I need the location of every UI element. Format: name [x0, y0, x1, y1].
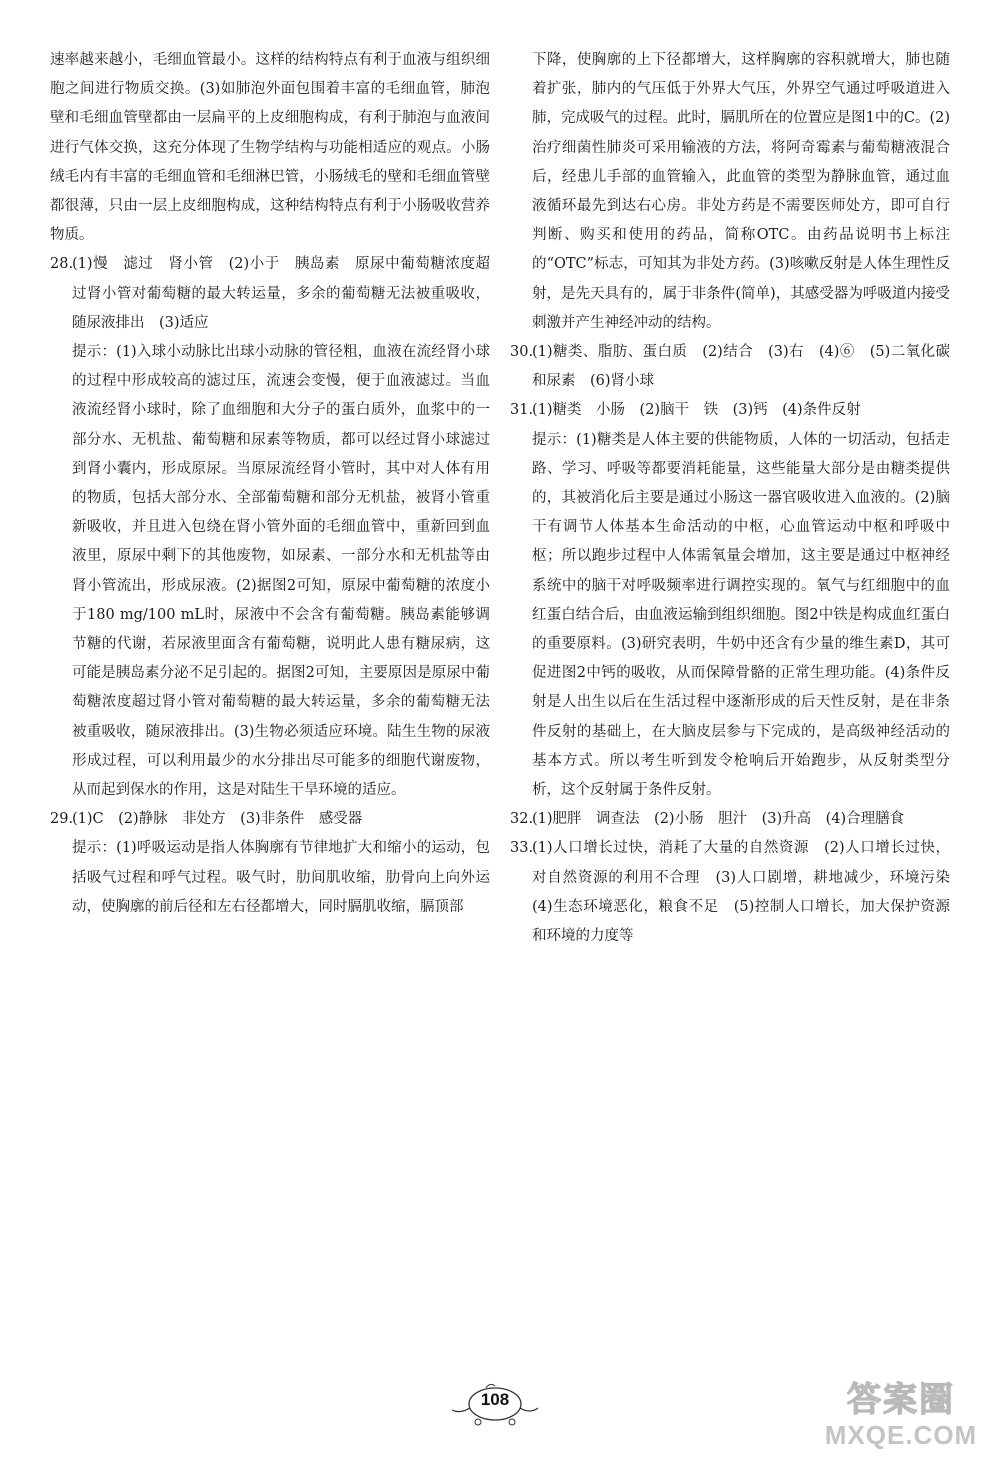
page-footer — [440, 1378, 560, 1438]
hint-28: 提示：(1)入球小动脉比出球小动脉的管径粗，血液在流经肾小球的过程中形成较高的滤过压，流速会变慢，便于血液滤过。当血液流经肾小球时，除了血细胞和大分子的蛋白质外，血浆中的一部分水、无机盐、葡萄糖和尿素等物质，都可以经过肾小球滤过到肾小囊内，形成原尿。当原尿流经肾小管时，其中对人体有用的物质，包括大部分水、全部葡萄糖和部分无机盐，被肾小管重新吸收，并且进入包绕在肾小管外面的毛细血管中，重新回到血液里，原尿中剩下的其他废物，如尿素、一部分水和无机盐等由肾小管流出，形成尿液。(2)据图2可知，原尿中葡萄糖的浓度小于180 mg/100 mL时，尿液中不会含有葡萄糖。胰岛素能够调节糖的代谢，若尿液里面含有葡萄糖，说明此人患有糖尿病，这可能是胰岛素分泌不足引起的。据图2可知，主要原因是原尿中葡萄糖浓度超过肾小管对葡萄糖的最大转运量，多余的葡萄糖无法被重吸收，随尿液排出。(3)生物必须适应环境。陆生生物的尿液形成过程，可以利用最少的水分排出尽可能多的细胞代谢废物，从而起到保水的作用，这是对陆生干旱环境的适应。 — [72, 344, 490, 799]
right-column — [510, 46, 965, 951]
answer-30 — [510, 338, 950, 396]
question-number: 28. — [50, 256, 74, 273]
answer-text: (1)C (2)静脉 非处方 (3)非条件 感受器 — [72, 811, 363, 828]
hint-29: 提示：(1)呼吸运动是指人体胸廓有节律地扩大和缩小的运动，包括吸气过程和呼气过程。吸气时，肋间肌收缩，肋骨向上向外运动，使胸廓的前后径和左右径都增大，同时膈肌收缩，膈顶部 — [72, 840, 490, 915]
question-number: 31. — [510, 402, 534, 419]
watermark-url: MXQE.COM — [824, 1420, 978, 1450]
answer-32 — [510, 805, 950, 834]
question-number: 29. — [50, 811, 74, 828]
question-number: 32. — [510, 811, 534, 828]
question-number: 30. — [510, 344, 534, 361]
answer-31 — [510, 396, 950, 425]
answer-29 — [50, 805, 490, 834]
paragraph-cont-27: 速率越来越小，毛细血管最小。这样的结构特点有利于血液与组织细胞之间进行物质交换。(3)如肺泡外面包围着丰富的毛细血管，肺泡壁和毛细血管壁都由一层扁平的上皮细胞构成，有利于肺泡与血液间进行气体交换，这充分体现了生物学结构与功能相适应的观点。小肠绒毛内有丰富的毛细血管和毛细淋巴管，小肠绒毛的壁和毛细血管壁都很薄，只由一层上皮细胞构成，这种结构特点有利于小肠吸收营养物质。 — [50, 52, 490, 244]
answer-text: (1)慢 滤过 肾小管 (2)小于 胰岛素 原尿中葡萄糖浓度超过肾小管对葡萄糖的最大转运量，多余的葡萄糖无法被重吸收，随尿液排出 (3)适应 — [72, 256, 490, 331]
answer-text: (1)糖类 小肠 (2)脑干 铁 (3)钙 (4)条件反射 — [532, 402, 861, 419]
answer-text: (1)人口增长过快，消耗了大量的自然资源 (2)人口增长过快，对自然资源的利用不合理 (3)人口剧增，耕地减少，环境污染 (4)生态环境恶化，粮食不足 (5)控制人口增长，加大保护资源和环境的力度等 — [532, 840, 965, 945]
answer-text: (1)糖类、脂肪、蛋白质 (2)结合 (3)右 (4)⑥ (5)二氧化碳和尿素 (6)肾小球 — [532, 344, 950, 390]
page-number: 108 — [480, 1390, 510, 1409]
hint-31: 提示：(1)糖类是人体主要的供能物质，人体的一切活动，包括走路、学习、呼吸等都要消耗能量，这些能量大部分是由糖类提供的，其被消化后主要是通过小肠这一器官吸收进入血液的。(2)脑干有调节人体基本生命活动的中枢，心血管运动中枢和呼吸中枢；所以跑步过程中人体需氧量会增加，这主要是通过中枢神经系统中的脑干对呼吸频率进行调控实现的。氧气与红细胞中的血红蛋白结合后，由血液运输到组织细胞。图2中铁是构成血红蛋白的重要原料。(3)研究表明，牛奶中还含有少量的维生素D，其可促进图2中钙的吸收，从而保障骨骼的正常生理功能。(4)条件反射是人出生以后在生活过程中逐渐形成的后天性反射，是在非条件反射的基础上，在大脑皮层参与下完成的，是高级神经活动的基本方式。所以考生听到发令枪响后开始跑步，从反射类型分析，这个反射属于条件反射。 — [532, 431, 950, 799]
answer-33 — [510, 834, 965, 951]
left-column — [50, 46, 490, 922]
answer-text: (1)肥胖 调查法 (2)小肠 胆汁 (3)升高 (4)合理膳食 — [532, 811, 905, 828]
hint-29-cont: 下降，使胸廓的上下径都增大，这样胸廓的容积就增大，肺也随着扩张，肺内的气压低于外界大气压，外界空气通过呼吸道进入肺，完成吸气的过程。此时，膈肌所在的位置应是图1中的C。(2)治疗细菌性肺炎可采用输液的方法，将阿奇霉素与葡萄糖液混合后，经患儿手部的血管输入，此血管的类型为静脉血管，通过血液循环最先到达右心房。非处方药是不需要医师处方，即可自行判断、购买和使用的药品，简称OTC。由药品说明书上标注的“OTC”标志，可知其为非处方药。(3)咳嗽反射是人体生理性反射，是先天具有的，属于非条件(简单)，其感受器为呼吸道内接受刺激并产生神经冲动的结构。 — [532, 52, 950, 331]
answer-28 — [50, 250, 490, 338]
watermark — [808, 1372, 994, 1456]
watermark-logo: 答案圈 — [847, 1380, 955, 1420]
question-number: 33. — [510, 840, 534, 857]
